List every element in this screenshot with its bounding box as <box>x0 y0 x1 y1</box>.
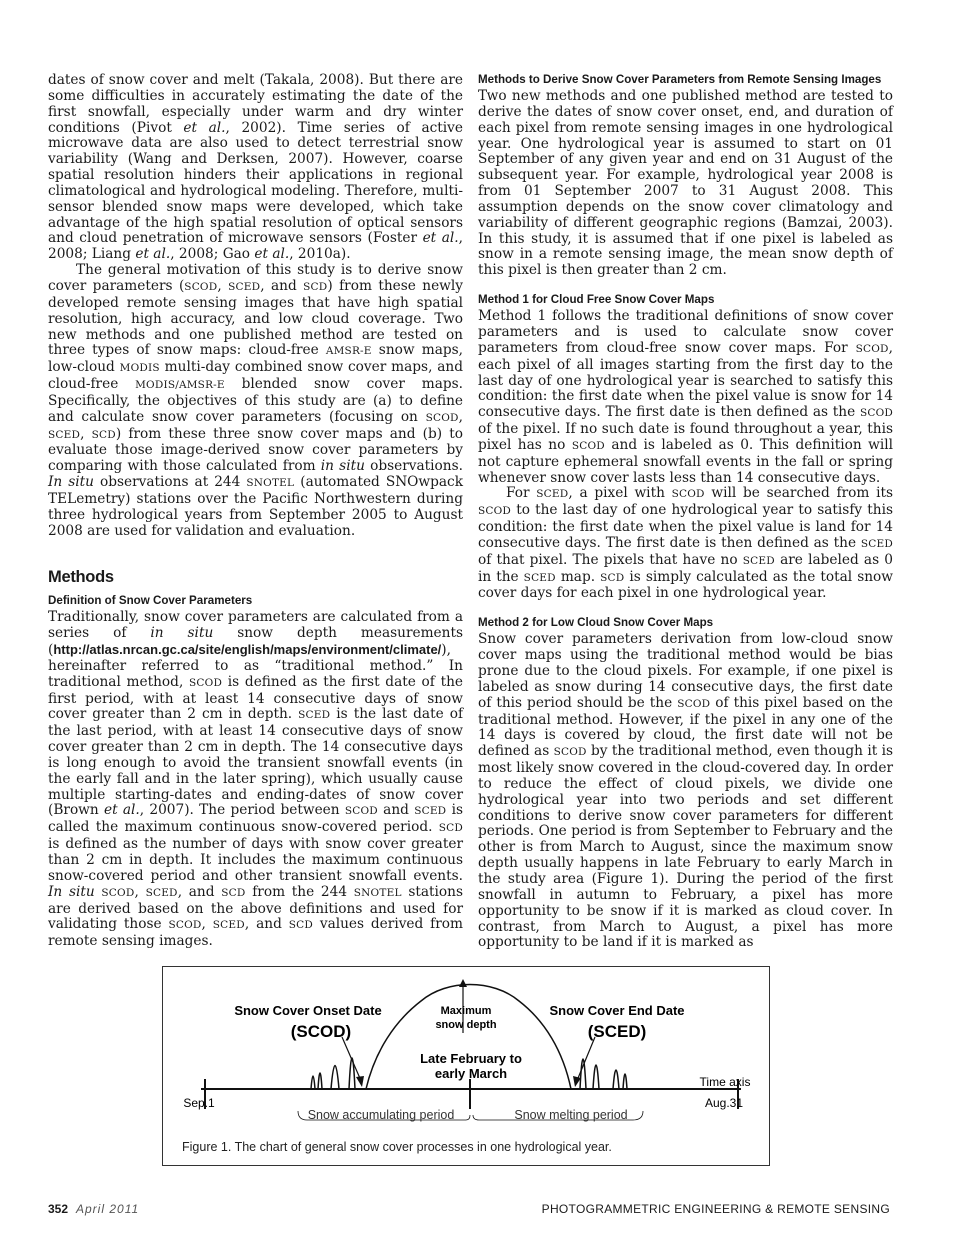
figure-caption: Figure 1. The chart of general snow cover processes in one hydrological year. <box>182 1140 612 1154</box>
time-axis-label: Time axis <box>699 1075 751 1089</box>
max-depth-label-2: snow depth <box>435 1019 497 1031</box>
right-column <box>478 73 893 951</box>
left-column <box>48 73 463 950</box>
definition-subheading: Definition of Snow Cover Parameters <box>48 594 253 608</box>
right-paragraph-1: Two new methods and one published method are tested to derive the dates of snow cover onset, end, and duration of each pixel from remote sensing images in one hydrological year. One hydrological year is assumed to start on 01 September of any given year and end on 31 August of the subsequent year. For example, hydrological year 2008 is from 01 September 2007 to 31 August 2008. This assumption depends on the snow cover climatology and variability of different geographic regions (Bamzai, 2003). In this study, it is assumed that if one pixel is labeled as snow in a remote sensing image, the mean snow depth of this pixel is then greater than 2 cm. <box>478 88 893 279</box>
page-footer <box>0 1202 960 1222</box>
sep1-label: Sep.1 <box>183 1096 215 1110</box>
onset-abbr: (SCOD) <box>290 1022 352 1041</box>
late-feb-label-1: Late February to <box>420 1051 522 1066</box>
journal-name: PHOTOGRAMMETRIC ENGINEERING & REMOTE SENSING <box>541 1202 890 1216</box>
max-depth-label-1: Maximum <box>440 1005 492 1017</box>
onset-title: Snow Cover Onset Date <box>234 1003 382 1018</box>
snow-cover-diagram <box>163 967 769 1165</box>
right-paragraph-3: For SCED, a pixel with SCOD will be searched from its SCOD to the last day of one hydrological year to satisfy this condition: the first date when the pixel value is land for 14 consecutive days. The first date is then defined as the SCED of that pixel. The pixels that have no SCED are labeled as 0 in the SCED map. SCD is simply calculated as the total snow cover days for each pixel in one hydrological year. <box>478 485 893 602</box>
left-paragraph-1: dates of snow cover and melt (Takala, 2008). But there are some difficulties in accurately estimating the date of the first snowfall, especially under warm and dry winter conditions (Pivot et al., 2002). Time series of active microwave data are also used to detect terrestrial snow variability (Wang and Derksen, 2007). However, coarse spatial resolution hinders their applications in regional climatological and hydrological modeling. Therefore, multi-sensor blended snow maps were developed, which take advantage of the high spatial resolution of optical sensors and cloud penetration of microwave sensors (Foster et al., 2008; Liang et al., 2008; Gao et al., 2010a). <box>48 72 463 263</box>
figure-1 <box>162 966 770 1166</box>
method-1-subheading: Method 1 for Cloud Free Snow Cover Maps <box>478 293 715 307</box>
accumulating-label: Snow accumulating period <box>307 1108 455 1122</box>
max-depth-arrow-head <box>459 979 467 987</box>
end-abbr: (SCED) <box>587 1022 647 1041</box>
methods-heading: Methods <box>48 568 114 587</box>
methods-remote-sensing-subheading: Methods to Derive Snow Cover Parameters from Remote Sensing Images <box>478 73 882 86</box>
melting-label: Snow melting period <box>514 1108 628 1122</box>
method-2-subheading: Method 2 for Low Cloud Snow Cover Maps <box>478 616 714 630</box>
left-paragraph-3: Traditionally, snow cover parameters are calculated from a series of in situ snow depth measurements (http://atlas.nrcan.gc.ca/site/english/maps/environment/climate/), hereinafter referred to as “traditional method.” In traditional method, SCOD is defined as the first date of the first period, with at least 14 consecutive days of snow cover greater than 2 cm in depth. SCED is the last date of the last period, with at least 14 consecutive days of snow cover greater than 2 cm in depth. The 14 consecutive days is long enough to avoid the transient snowfall events (in the early fall and in the later spring), which usually cause multiple starting-dates and ending-dates of snow cover (Brown et al., 2007). The period between SCOD and SCED is called the maximum continuous snow-covered period. SCD is defined as the number of days with snow cover greater than 2 cm in depth. It includes the maximum continuous snow-covered period and other transient snowfall events. In situ SCOD, SCED, and SCD from the 244 SNOTEL stations are derived based on the above definitions and used for validating those SCOD, SCED, and SCD values derived from remote sensing images. <box>48 609 464 950</box>
transient-snowfall-spikes-left <box>311 1058 355 1089</box>
scod-arrow <box>342 1037 362 1083</box>
scod-arrow-head <box>356 1076 364 1087</box>
issue-date: April 2011 <box>76 1202 140 1216</box>
left-paragraph-2: The general motivation of this study is to derive snow cover parameters (SCOD, SCED, and SCD) from these newly developed remote sensing images that have high spatial resolution, high accuracy, and low cloud coverage. Two new methods and one published method are tested on three types of snow maps: cloud-free AMSR-E snow maps, low-cloud MODIS multi-day combined snow cover maps, and cloud-free MODIS/AMSR-E blended snow cover maps. Specifically, the objectives of this study are (a) to define and calculate snow cover parameters (focusing on SCOD, SCED, SCD) from these three snow cover maps and (b) to evaluate those image-derived snow cover parameters by comparing with those calculated from in situ observations. In situ observations at 244 SNOTEL (automated SNOwpack TELemetry) stations over the Pacific Northwestern during three hydrological years from September 2005 to August 2008 are used for validation and evaluation. <box>48 262 464 539</box>
right-paragraph-2: Method 1 follows the traditional definitions of snow cover parameters and is used to calculate snow cover parameters from cloud-free snow cover maps. For SCOD, each pixel of all images starting from the first day to the last day of one hydrological year is searched to satisfy this condition: the first date when the pixel value is snow for 14 consecutive days. The first date is then defined as the SCOD of the pixel. If no such date is found throughout a year, this pixel has no SCOD and is labeled as 0. This definition will not capture ephemeral snowfall events in the fall or spring whenever snow cover lasts less than 14 consecutive days. <box>478 308 893 486</box>
late-feb-label-2: early March <box>434 1066 508 1081</box>
page-number: 352 <box>48 1202 69 1216</box>
right-paragraph-4: Snow cover parameters derivation from low-cloud snow cover maps using the traditional method would be bias prone due to the cloud pixels. For example, if one pixel is labeled as snow during 14 consecutive days, the first date of this period should be the SCOD of this pixel based on the traditional method. However, if the pixel in any one of the 14 days is covered by cloud, the first date will not be defined as SCOD by the traditional method, even though it is most likely snow covered in the cloud-covered day. In order to reduce the effect of cloud pixels, we divide one hydrological year into two periods and set different conditions to derive snow cover parameters for different periods. One period is from September to February and the other is from March to August, since the maximum snow depth usually happens in late February to early March in the study area (Figure 1). During the period of the first snowfall in autumn to February, a pixel has more opportunity to be snow if it is marked as cloud cover. In contrast, from March to August, a pixel has more opportunity to be land if it is marked as <box>478 631 894 951</box>
transient-snowfall-spikes-right <box>580 1059 627 1089</box>
end-title: Snow Cover End Date <box>549 1003 685 1018</box>
atlas-link[interactable]: http://atlas.nrcan.gc.ca/site/english/maps/environment/climate/ <box>53 642 442 657</box>
aug31-label: Aug.31 <box>704 1096 744 1110</box>
